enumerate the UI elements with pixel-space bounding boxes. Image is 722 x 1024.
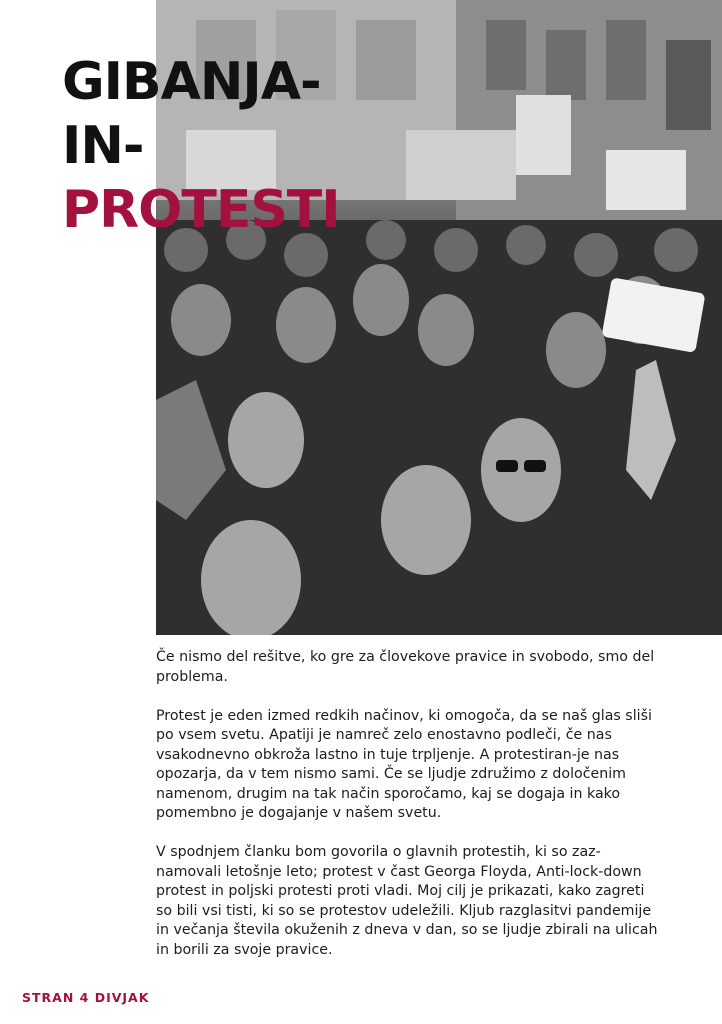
paragraph-intro: Če nismo del rešitve, ko gre za človekove pravice in svobodo, smo del problema. xyxy=(156,649,655,685)
title-line-3: PROTESTI xyxy=(62,180,340,240)
page-footer: STRAN 4 DIVJAK xyxy=(22,990,150,1005)
title-line-2: IN- xyxy=(62,116,144,176)
paragraph-protest: Protest je eden izmed redkih načinov, ki omogoča, da se naš glas sliši po vsem svetu. Apatiji je namreč zelo enostavno podleči, če nas vsakodnevno obkroža lastno in tuje trpljenje. A protestiran-je nas opozarja, da v tem nismo sami. Če se ljudje združimo z določenim namenom, drugim na tak način sporočamo, kaj se dogaja in kako pomembno je dogajanje v našem svetu. xyxy=(156,707,652,821)
title-line-1: GIBANJA- xyxy=(62,52,321,112)
paragraph-overview: V spodnjem članku bom govorila o glavnih protestih, ki so zaz-namovali letošnje leto; protest v čast Georga Floyda, Anti-lock-down protest in poljski protesti proti vladi. Moj cilj je prikazati, kako zagreti so bili vsi tisti, ki so se protestov udeležili. Kljub razglasitvi pandemije in večanja števila okuženih z dneva v dan, so se ljudje zbirali na ulicah in borili za svoje pravice. xyxy=(156,844,658,958)
page-title xyxy=(62,50,340,242)
article-body xyxy=(156,648,664,980)
